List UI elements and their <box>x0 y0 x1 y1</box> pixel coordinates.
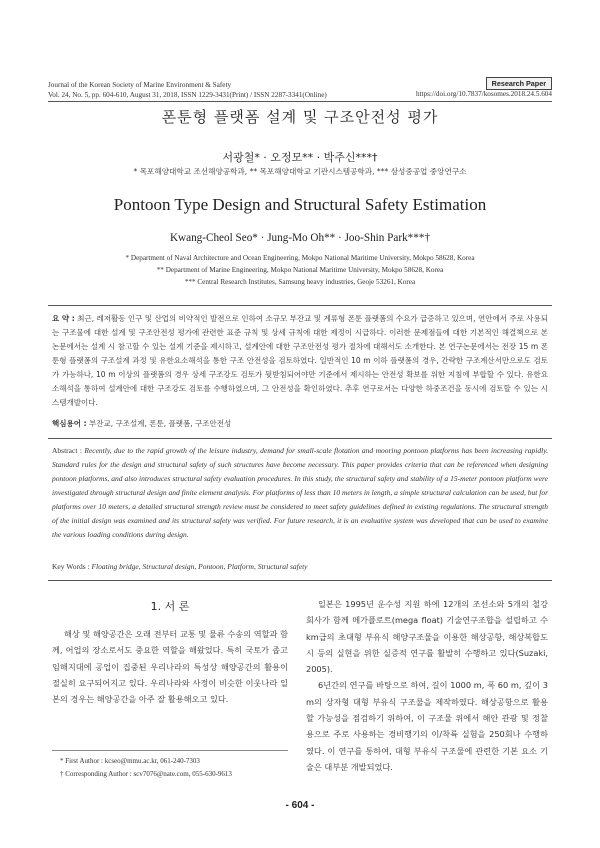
english-keywords <box>52 560 548 574</box>
journal-name: Journal of the Korean Society of Marine Environment & Safety <box>48 81 232 89</box>
left-column <box>52 626 288 707</box>
korean-keywords <box>52 417 548 431</box>
korean-abstract <box>52 312 548 410</box>
abstract-bottom-rule <box>48 580 552 581</box>
mega-float-paragraph: 일본은 1995년 운수성 지원 하에 12개의 조선소와 5개의 철강회사가 함께 메가플로트(mega float) 기술연구조합을 설립하고 수 km급의 초대형 부유식 해양구조물을 이용한 해상공항, 해상복합도시 등의 실현을 위한 실증적 연구를 활발히 수행하고 있다(Suzaki, 2005). <box>306 599 548 675</box>
footnote-rule <box>52 750 288 751</box>
research-paper-badge: Research Paper <box>486 77 552 90</box>
english-keywords-label: Key Words : <box>52 562 90 571</box>
korean-title: 폰툰형 플랫폼 설계 및 구조안전성 평가 <box>161 108 439 126</box>
korean-abstract-text: 최근, 레저활동 인구 및 산업의 비약적인 발전으로 인하여 소규모 부잔교 및 계류형 폰툰 플랫폼의 수요가 급증하고 있으며, 연안에서 주로 사용되는 구조물에 대한 설계 및 구조안전성 평가에 관련한 표준 규칙 및 상세 규칙에 대한 제정이 시급하다. 이러한 문제점들에 대한 기본적인 해결책으로 본 논문에서는 설계 시 참고할 수 있는 설계 기준을 제시하고, 설계안에 대한 구조안전성 평가 절차에 대해서도 소개한다. 본 연구논문에서는 전장 15 m 폰툰형 플랫폼의 구조설계 과정 및 유한요소해석을 통한 구조 안전성을 검토하였다. 일반적인 10 m 이하 플랫폼의 경우, 간략한 구조계산서만으로도 검토가 가능하나, 10 m 이상의 플랫폼의 경우 상세 구조강도 검토가 뒷받침되어야만 기준에서 제시하는 안전성 확보를 위한 지침에 부합할 수 있다. 유한요소해석을 통하여 설계안에 대한 구조강도 검토를 수행하였으며, 그 안전성을 확인하였다. 추후 연구로서는 다양한 하중조건을 동시에 검토할 수 있는 시스템개발이다. <box>52 314 549 407</box>
intro-paragraph: 해상 및 해양공간은 오래 전부터 교통 및 물류 수송의 역할과 함께, 어업의 장소로서도 중요한 역할을 해왔었다. 특히 국토가 좁고 임해지대에 공업이 집중된 우리나라의 특성상 해양공간의 활용이 절실히 요구되어지고 있다. 우리나라와 사정이 비슷한 이웃나라 일본의 경우는 해양공간을 아주 잘 활용해오고 있다. <box>52 629 288 705</box>
korean-keywords-label: 핵심용어 : <box>52 419 87 428</box>
abstract-top-rule <box>48 305 552 306</box>
affiliation-1: * Department of Naval Architecture and Ocean Engineering, Mokpo National Maritime University, Mokpo 58628, Korea <box>125 254 475 262</box>
english-title: Pontoon Type Design and Structural Safety Estimation <box>113 195 487 214</box>
korean-keywords-text: 부잔교, 구조설계, 폰툰, 플랫폼, 구조안전성 <box>88 419 232 428</box>
corresponding-author-footnote: † Corresponding Author : scv7076@nate.com, 055-630-9613 <box>60 770 232 778</box>
english-abstract-label: Abstract : <box>52 446 82 455</box>
korean-authors: 서광철* · 오정모** · 박주신***† <box>222 151 378 164</box>
doi-link[interactable]: https://doi.org/10.7837/kosomes.2018.24.5.604 <box>415 90 552 98</box>
journal-info <box>48 80 348 100</box>
right-column <box>306 596 548 775</box>
section-title: 1. 서 론 <box>150 600 190 613</box>
english-authors: Kwang-Cheol Seo* · Jung-Mo Oh** · Joo-Shin Park***† <box>169 232 431 244</box>
english-abstract-text: Recently, due to the rapid growth of the leisure industry, demand for small-scale flotation and mooring pontoon platforms has been increasing rapidly. Standard rules for the design and structural safety of such structures have become necessary. This paper provides criteria that can be referenced when designing pontoon platforms, and also introduces structural safety evaluation procedures. In this study, the structural safety and stability of a 15-meter pontoon platform were investigated through structural design and finite element analysis. For platforms of less than 10 meters in length, a simple structural calculation can be used, but for platforms over 10 meters, a detailed structural strength review must be considered to meet safety guidelines defined in existing regulations. The structural strength of the initial design was examined and its structural safety was verified. For future research, it is an evaluative system was developed that can be used to examine the various loading conditions during design. <box>52 446 548 539</box>
abstract-mid-rule <box>48 438 552 439</box>
affiliation-3: *** Central Research Institutes, Samsung heavy industries, Geoje 53261, Korea <box>184 278 416 286</box>
header-rule <box>48 101 552 102</box>
journal-volume: Vol. 24, No. 5, pp. 604-610, August 31, 2018, ISSN 1229-3431(Print) / ISSN 2287-3341(Online) <box>48 91 327 99</box>
page-number: - 604 - <box>285 800 315 811</box>
english-abstract <box>52 444 548 542</box>
english-keywords-text: Floating bridge, Structural design, Pontoon, Platform, Structural safety <box>91 562 308 571</box>
affiliation-2: ** Department of Marine Engineering, Mokpo National Maritime University, Mokpo 58628, Korea <box>156 266 444 274</box>
experiment-paragraph: 6년간의 연구를 바탕으로 하여, 길이 1000 m, 폭 60 m, 깊이 3 m의 상자형 대형 부유식 구조물을 제작하였다. 해상공항으로 활용할 가능성을 점검하기 위하여, 이 구조물 위에서 해안 관광 및 정찰용으로 주로 사용하는 경비행기의 이/착륙 실험을 250회나 수행하였다. 이 연구를 통하여, 대형 부유식 구조물에 관련한 기본 요소 기술은 대부분 개발되었다. <box>306 680 548 772</box>
english-affiliations <box>0 252 600 288</box>
korean-abstract-label: 요 약 : <box>52 314 75 323</box>
first-author-footnote: * First Author : kcseo@mmu.ac.kr, 061-240-7303 <box>60 757 200 765</box>
footnotes <box>60 755 232 781</box>
korean-affiliation: * 목포해양대학교 조선해양공학과, ** 목포해양대학교 기관시스템공학과, *** 삼성중공업 중앙연구소 <box>133 167 467 176</box>
